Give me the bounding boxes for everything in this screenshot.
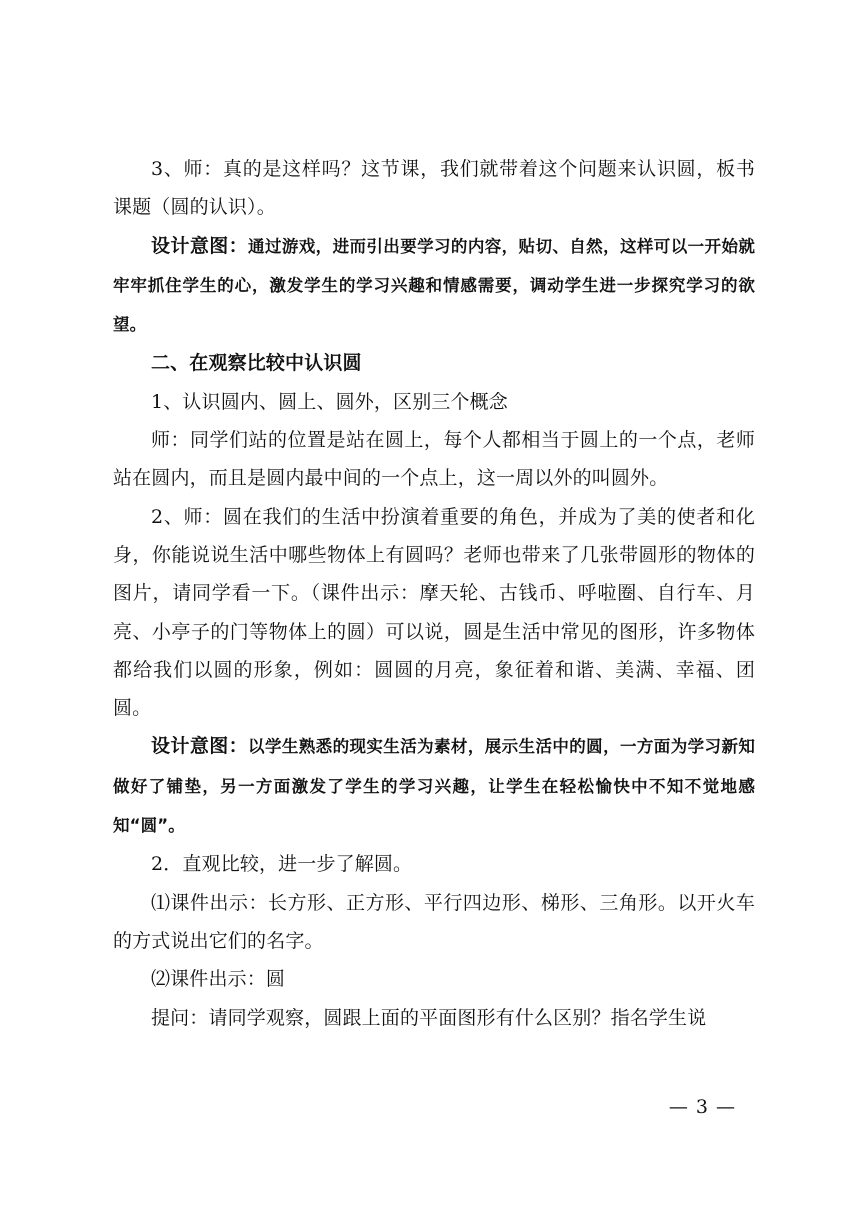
paragraph-question: 提问：请同学观察，圆跟上面的平面图形有什么区别？指名学生说 — [151, 1006, 707, 1029]
paragraph-life-circles: 2、师：圆在我们的生活中扮演着重要的角色，并成为了美的使者和化身，你能说说生活中哪些物体上有圆吗？老师也带来了几张带圆形的物体的图片，请同学看一下。（课件出示：摩天轮、古钱币、呼啦圈、自行车、月亮、小亭子的门等物体上的圆）可以说，圆是生活中常见的图形，许多物体都给我们以圆的形象，例如：圆圆的月亮，象征着和谐、美满、幸福、团圆。 — [113, 505, 755, 720]
document-body — [113, 150, 755, 1037]
design-intent-label: 设计意图： — [151, 735, 249, 758]
design-intent-1 — [113, 227, 755, 345]
paragraph-teacher-question: 3、师：真的是这样吗？这节课，我们就带着这个问题来认识圆，板书课题（圆的认识）。 — [113, 158, 755, 219]
design-intent-label: 设计意图： — [151, 234, 249, 257]
design-intent-text: 通过游戏，进而引出要学习的内容，贴切、自然，这样可以一开始就牢牢抓住学生的心，激发学生的学习兴趣和情感需要，调动学生进一步探究学习的欲望。 — [113, 236, 755, 335]
design-intent-2 — [113, 727, 755, 845]
section-heading: 二、在观察比较中认识圆 — [151, 352, 362, 375]
paragraph-compare: 2．直观比较，进一步了解圆。 — [151, 853, 413, 876]
paragraph-courseware-shapes: ⑴课件出示：长方形、正方形、平行四边形、梯形、三角形。以开火车的方式说出它们的名字。 — [113, 891, 755, 952]
paragraph-courseware-circle: ⑵课件出示：圆 — [151, 968, 286, 991]
page-number: — 3 — — [668, 1096, 736, 1118]
design-intent-text: 以学生熟悉的现实生活为素材，展示生活中的圆，一方面为学习新知做好了铺垫，另一方面激发了学生的学习兴趣，让学生在轻松愉快中不知不觉地感知“圆”。 — [113, 737, 755, 836]
paragraph-concepts: 1、认识圆内、圆上、圆外，区别三个概念 — [151, 390, 508, 413]
paragraph-teacher-explain: 师：同学们站的位置是站在圆上，每个人都相当于圆上的一个点，老师站在圆内，而且是圆内最中间的一个点上，这一周以外的叫圆外。 — [113, 429, 755, 490]
